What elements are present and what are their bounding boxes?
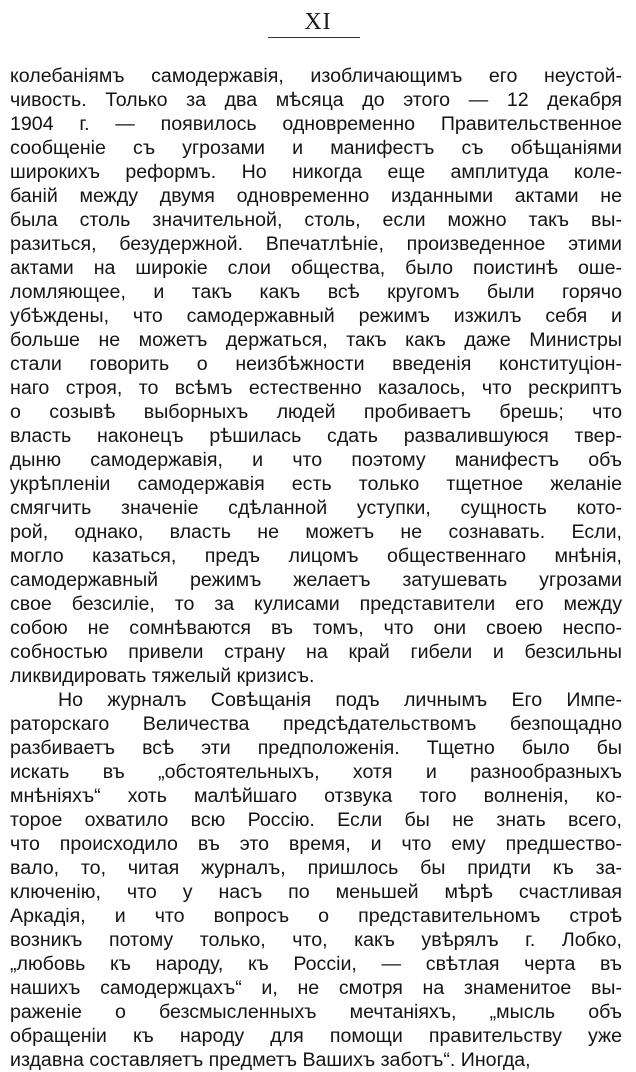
text-line: издавна составляетъ предметъ Вашихъ заботъ“. Иногда, [10, 1049, 531, 1071]
text-line: нашихъ самодержцахъ“ и, не смотря на знаменитое вы- [10, 977, 622, 999]
text-line: 1904 г. — появилось одновременно Правительственное [10, 113, 622, 135]
text-line: наго строя, то всѣмъ естественно казалось, что рескриптъ [10, 377, 622, 399]
text-line: „любовь къ народу, къ Россіи, — свѣтлая черта въ [10, 953, 622, 975]
text-line: свое безсиліе, то за кулисами представители его между [10, 593, 622, 615]
paragraph [10, 64, 622, 688]
text-line: вало, то, читая журналъ, пришлось бы придти къ за- [10, 857, 622, 879]
text-line: мнѣніяхъ“ хоть малѣйшаго отзвука того волненія, ко- [10, 785, 622, 807]
page-number: XI [304, 9, 332, 35]
text-line: колебаніямъ самодержавія, изобличающимъ его неустой- [10, 65, 622, 87]
text-line: баній между двумя одновременно изданными актами не [10, 185, 622, 207]
text-line: о созывѣ выборныхъ людей пробиваетъ брешь; что [10, 401, 622, 423]
text-line: могло казаться, предъ лицомъ общественнаго мнѣнія, [10, 545, 622, 567]
text-line: актами на широкіе слои общества, было поистинѣ ошe- [10, 257, 622, 279]
text-line: ликвидировать тяжелый кризисъ. [10, 665, 315, 687]
body-text [10, 64, 622, 1072]
text-line: обращеніи къ народу для помощи правительству уже [10, 1025, 622, 1047]
text-line: Но журналъ Совѣщанія подъ личнымъ Его Импе- [58, 689, 622, 711]
text-line: смягчить значеніе сдѣланной уступки, сущность кото- [10, 497, 622, 519]
text-line: собностью привели страну на край гибели и безсильны [10, 641, 622, 663]
text-line: самодержавный режимъ желаетъ затушевать угрозами [10, 569, 622, 591]
text-line: раторскаго Величества предсѣдательствомъ безпощадно [10, 713, 622, 735]
paragraph [10, 688, 622, 1072]
text-line: больше не можетъ держаться, такъ какъ даже Министры [10, 329, 622, 351]
text-line: разиться, безудержной. Впечатлѣніе, произведенное этими [10, 233, 622, 255]
text-line: торое охватило всю Россію. Если бы не знать всего, [10, 809, 622, 831]
text-line: была столь значительной, столь, если можно такъ вы- [10, 209, 622, 231]
text-line: дыню самодержавія, и что поэтому манифестъ объ [10, 449, 622, 471]
text-line: сообщеніе съ угрозами и манифестъ съ обѣщаніями [10, 137, 622, 159]
text-line: рой, однако, власть не можетъ не сознавать. Если, [10, 521, 622, 543]
text-line: ломляющее, и такъ какъ всѣ кругомъ были горячо [10, 281, 622, 303]
text-line: укрѣпленіи самодержавія есть только тщетное желаніе [10, 473, 622, 495]
text-line: собою не сомнѣваются въ томъ, что они своею неспо- [10, 617, 622, 639]
text-line: стали говорить о неизбѣжности введенія конституціон- [10, 353, 622, 375]
text-line: власть наконецъ рѣшилась сдать развалившуюся твер- [10, 425, 622, 447]
text-line: Аркадія, и что вопросъ о представительномъ строѣ [10, 905, 622, 927]
text-line: искать въ „обстоятельныхъ, хотя и разнообразныхъ [10, 761, 622, 783]
text-line: ключенію, что у насъ по меньшей мѣрѣ счастливая [10, 881, 622, 903]
header-rule [268, 37, 360, 38]
text-line: разбиваетъ всѣ эти предположенія. Тщетно было бы [10, 737, 622, 759]
text-line: чивость. Только за два мѣсяца до этого — 12 декабря [10, 89, 622, 111]
text-line: убѣждены, что самодержавный режимъ изжилъ себя и [10, 305, 622, 327]
text-line: широкихъ реформъ. Но никогда еще амплитуда коле- [10, 161, 622, 183]
text-line: раженіе о безсмысленныхъ мечтаніяхъ, „мысль объ [10, 1001, 622, 1023]
text-line: возникъ потому только, что, какъ увѣрялъ г. Лобко, [10, 929, 622, 951]
page-header [0, 8, 636, 36]
text-line: что происходило въ это время, и что ему предшество- [10, 833, 622, 855]
